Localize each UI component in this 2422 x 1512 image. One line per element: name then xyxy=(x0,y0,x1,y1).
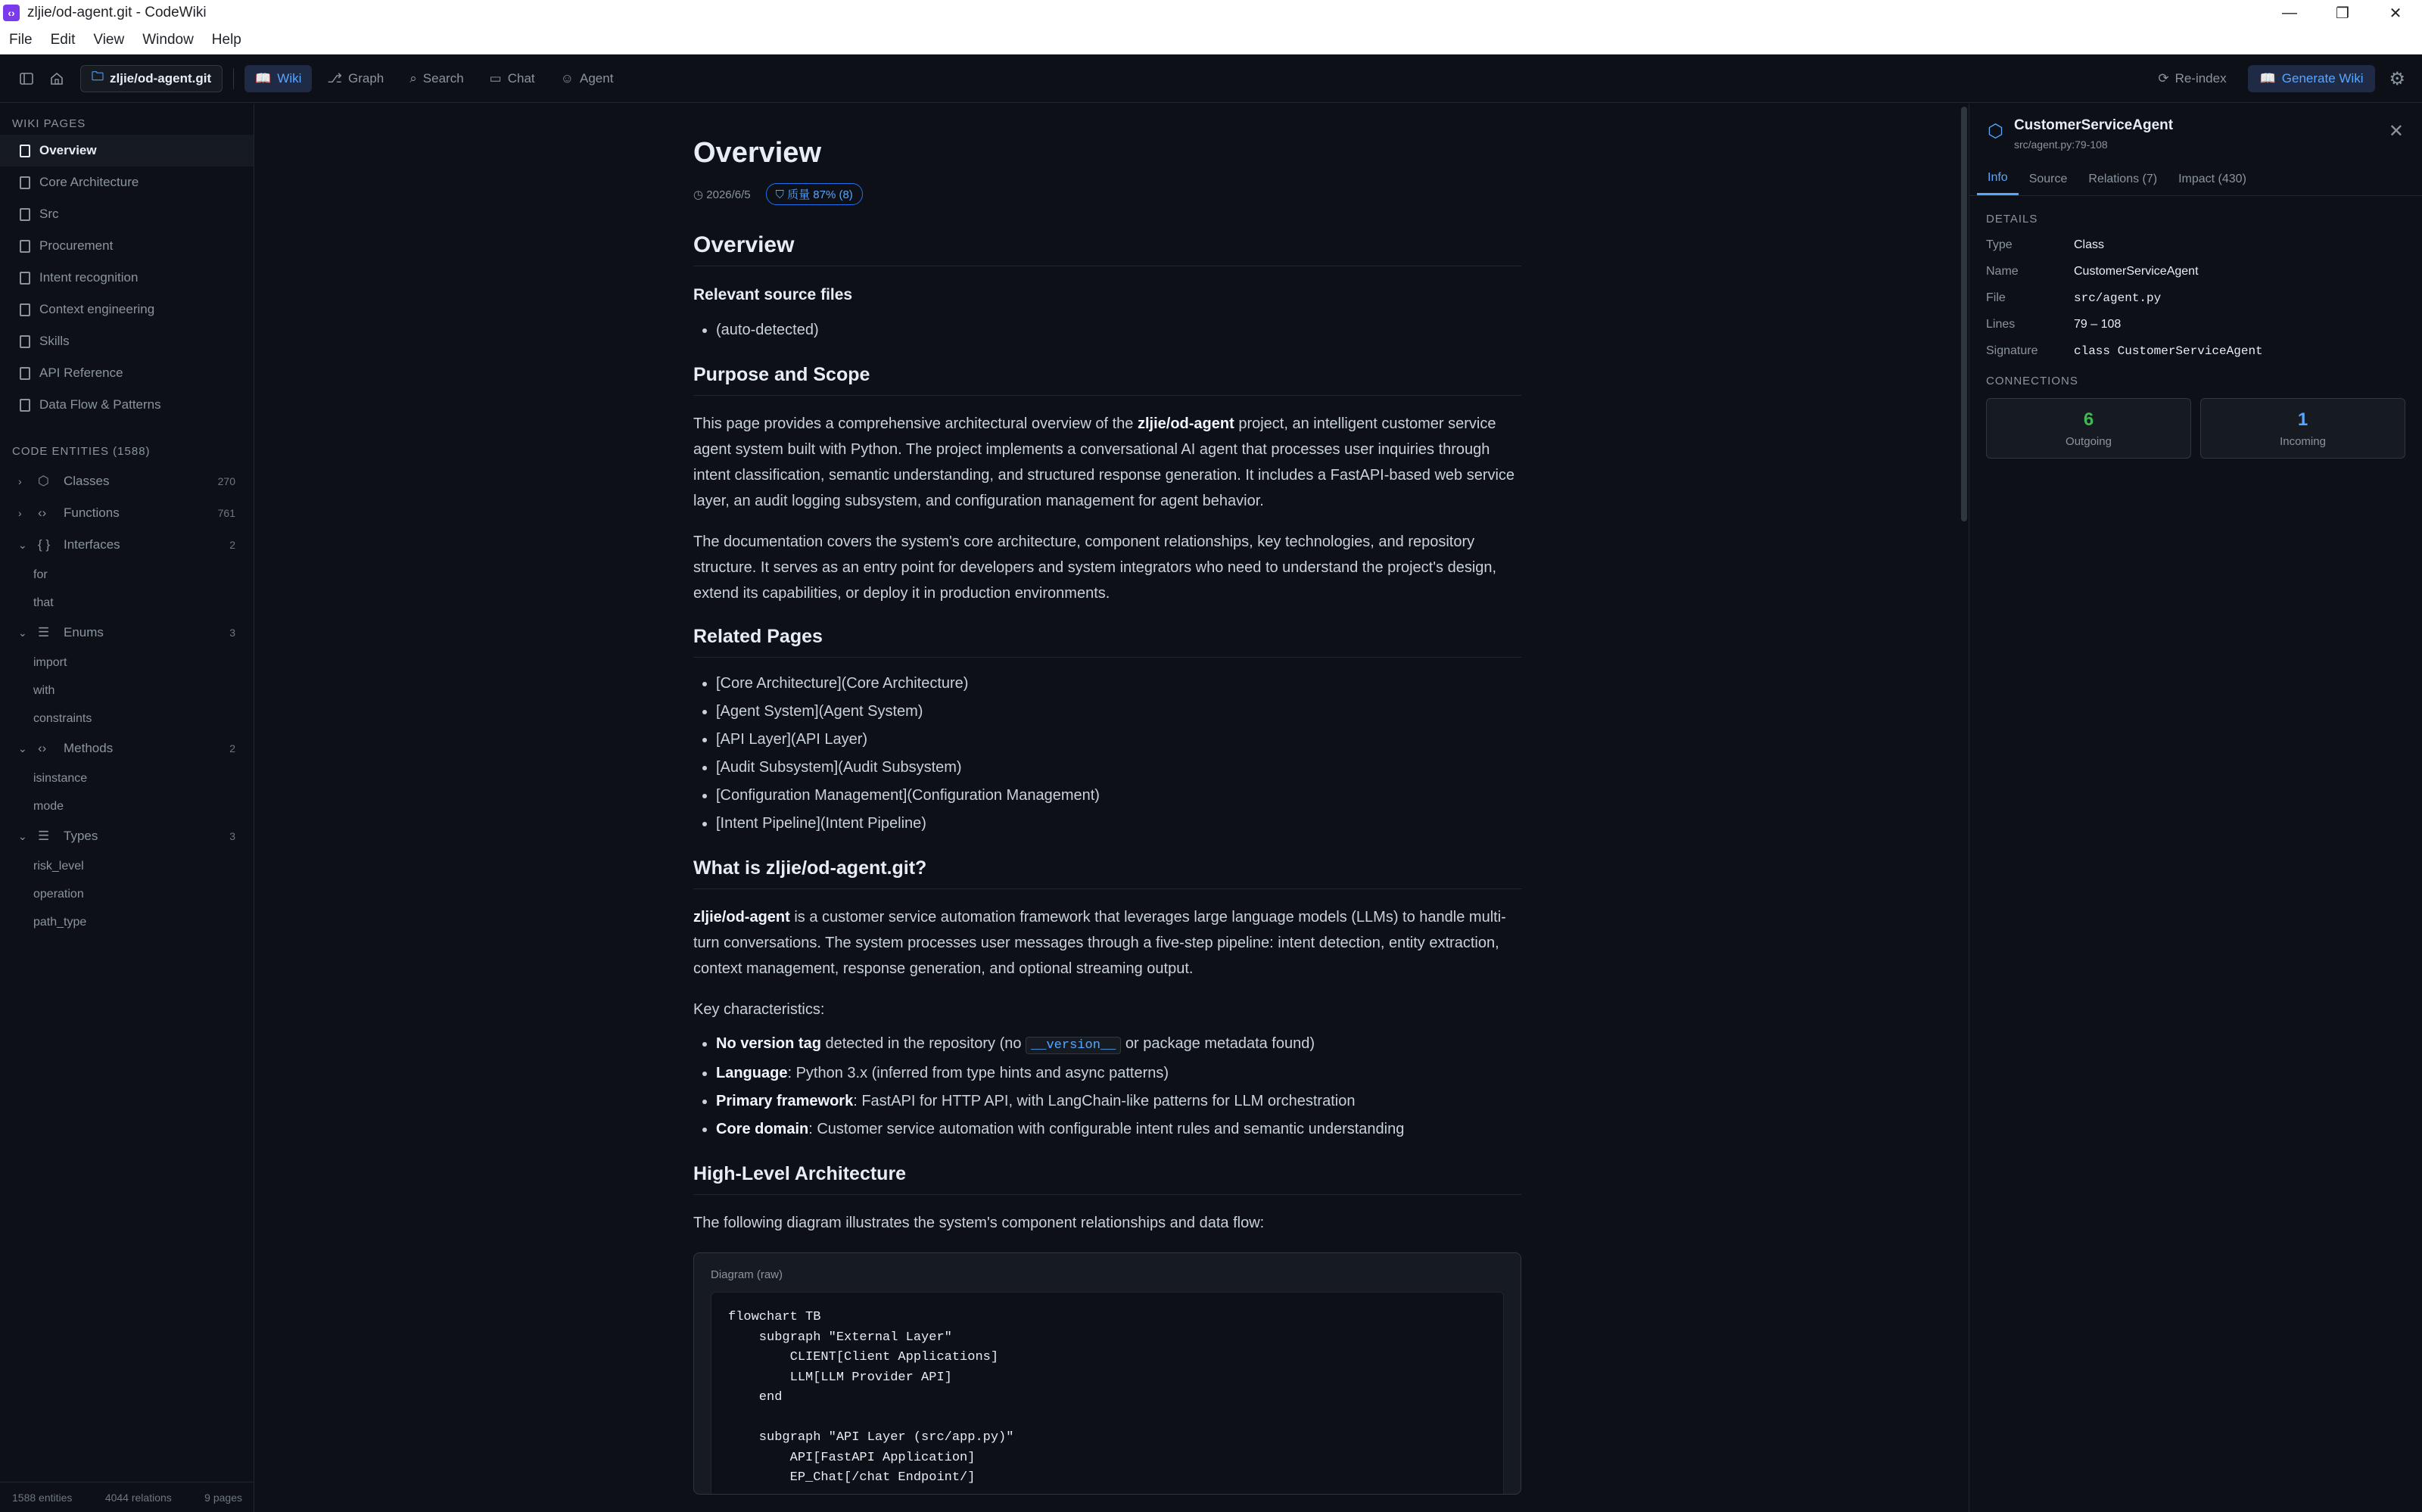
detail-row-type xyxy=(1969,232,2422,258)
quality-label: 质量 87% (8) xyxy=(787,188,853,201)
chat-icon: ▭ xyxy=(489,70,502,86)
tab-graph[interactable] xyxy=(316,65,394,92)
detail-value: 79 – 108 xyxy=(2074,317,2122,331)
window-title: zljie/od-agent.git - CodeWiki xyxy=(27,5,207,20)
chevron-right-icon[interactable]: › xyxy=(18,475,22,487)
characteristics-list xyxy=(693,1030,1521,1143)
database-icon: ☰ xyxy=(38,625,50,639)
detail-key: Name xyxy=(1986,264,2019,278)
sidebar-item-core-architecture[interactable] xyxy=(0,166,254,198)
menu-file[interactable]: File xyxy=(9,31,33,48)
entity-item[interactable]: for xyxy=(33,568,48,581)
entity-group-count: 2 xyxy=(229,742,235,754)
entity-item[interactable]: that xyxy=(33,596,54,609)
entity-count: 1588 entities xyxy=(12,1491,73,1504)
entity-group-methods[interactable] xyxy=(0,733,254,764)
tab-source[interactable]: Source xyxy=(2028,172,2068,185)
architecture-heading: High-Level Architecture xyxy=(693,1163,1521,1195)
outgoing-count: 6 xyxy=(2083,409,2094,430)
home-icon[interactable] xyxy=(44,66,70,92)
tab-search[interactable] xyxy=(399,65,474,92)
document-icon xyxy=(20,240,30,253)
sidebar-item-overview[interactable] xyxy=(0,135,254,166)
cube-icon: ⬡ xyxy=(38,474,49,488)
text-span: or package metadata found) xyxy=(1121,1035,1315,1052)
related-page-link[interactable]: • [Core Architecture](Core Architecture) xyxy=(716,670,1521,698)
sidebar-item-label: Context engineering xyxy=(39,302,155,316)
purpose-paragraph-2: The documentation covers the system's core architecture, component relationships, key technologies, and repository structure. It serves as an entry point for developers and system integrators who need to understand the project's design, extend its capabilities, or deploy it in production environments. xyxy=(693,534,1497,602)
incoming-label: Incoming xyxy=(2280,434,2326,448)
entity-detail-panel xyxy=(1969,104,2422,1512)
detail-row-file xyxy=(1969,285,2422,311)
menu-help[interactable]: Help xyxy=(211,31,241,48)
main-scrollbar[interactable] xyxy=(1958,104,1969,1512)
entity-item[interactable]: with xyxy=(33,683,55,697)
list-item xyxy=(716,1030,1521,1059)
page-meta xyxy=(693,183,1521,205)
tab-relations[interactable]: Relations (7) xyxy=(2088,172,2158,185)
document-icon xyxy=(20,176,30,189)
tab-chat[interactable] xyxy=(479,65,546,92)
reindex-button[interactable] xyxy=(2158,71,2226,86)
list-item: • (auto-detected) xyxy=(716,316,1521,344)
robot-icon: ☺ xyxy=(560,70,574,86)
tab-agent-label: Agent xyxy=(580,70,614,86)
text-span: : Python 3.x (inferred from type hints and async patterns) xyxy=(787,1065,1169,1081)
sidebar-item-label: Src xyxy=(39,207,59,221)
section-overview-heading: Overview xyxy=(693,232,1521,266)
sidebar-item-api-reference[interactable] xyxy=(0,357,254,389)
entity-group-label: Functions xyxy=(64,506,120,520)
sidebar-item-label: Overview xyxy=(39,143,97,157)
relevant-sources-heading: Relevant source files xyxy=(693,286,853,303)
chevron-down-icon[interactable]: ⌄ xyxy=(18,538,27,551)
panel-tabs xyxy=(1969,163,2422,196)
entity-group-count: 761 xyxy=(217,507,235,519)
sidebar-item-src[interactable] xyxy=(0,198,254,230)
entity-group-count: 2 xyxy=(229,539,235,551)
sidebar-item-procurement[interactable] xyxy=(0,230,254,262)
entity-item[interactable]: constraints xyxy=(33,711,92,725)
entity-group-enums[interactable] xyxy=(0,617,254,649)
outgoing-card[interactable] xyxy=(1986,398,2191,459)
list-item xyxy=(716,1087,1521,1115)
list-item xyxy=(716,1115,1521,1143)
entity-group-count: 270 xyxy=(217,475,235,487)
document-icon xyxy=(20,145,30,157)
related-page-link[interactable]: • [API Layer](API Layer) xyxy=(716,726,1521,754)
generate-wiki-label: Generate Wiki xyxy=(2281,71,2364,86)
sidebar-item-label: Data Flow & Patterns xyxy=(39,397,161,412)
wiki-article xyxy=(693,104,1521,1495)
sidebar-footer xyxy=(0,1482,254,1512)
detail-value: src/agent.py xyxy=(2074,291,2162,305)
repo-selector[interactable] xyxy=(80,65,223,92)
entity-group-interfaces[interactable] xyxy=(0,529,254,561)
menu-view[interactable]: View xyxy=(93,31,125,48)
panel-subtitle: src/agent.py:79-108 xyxy=(2013,138,2108,151)
details-list xyxy=(1969,232,2422,364)
entity-group-label: Classes xyxy=(64,474,110,488)
chevron-down-icon[interactable]: ⌄ xyxy=(18,742,27,754)
tab-search-label: Search xyxy=(422,70,464,86)
text-span: : FastAPI for HTTP API, with LangChain-like patterns for LLM orchestration xyxy=(853,1093,1356,1109)
code-entities-heading: CODE ENTITIES (1588) xyxy=(12,445,151,458)
detail-row-lines xyxy=(1969,311,2422,338)
sidebar-item-intent-recognition[interactable] xyxy=(0,262,254,294)
sidebar-item-data-flow-patterns[interactable] xyxy=(0,389,254,421)
document-icon xyxy=(20,303,30,316)
page-title: Overview xyxy=(693,137,821,169)
sidebar-item-label: Core Architecture xyxy=(39,175,139,189)
text-span: is a customer service automation framework that leverages large language models (LLMs) to handle multi-turn conversations. The system processes user messages through a five-step pipeline: intent detection, entity extraction, context management, response generation, and optional streaming output. xyxy=(693,909,1506,977)
entity-item[interactable]: operation xyxy=(33,887,84,901)
menu-bar xyxy=(0,26,2422,54)
window-controls xyxy=(2263,0,2422,26)
code-icon: ‹› xyxy=(38,741,47,755)
panel-title: CustomerServiceAgent xyxy=(2013,117,2174,133)
toolbar-divider xyxy=(233,68,234,89)
refresh-icon: ⟳ xyxy=(2158,71,2169,86)
close-window-icon[interactable]: ✕ xyxy=(2389,5,2402,22)
related-page-link[interactable]: • [Audit Subsystem](Audit Subsystem) xyxy=(716,754,1521,782)
detail-key: Signature xyxy=(1986,344,2038,357)
text-span: : Customer service automation with configurable intent rules and semantic understanding xyxy=(808,1121,1405,1137)
detail-row-name xyxy=(1969,258,2422,285)
book-icon: 📖 xyxy=(2259,71,2276,86)
page-count: 9 pages xyxy=(204,1491,242,1504)
close-icon[interactable]: ✕ xyxy=(2388,121,2404,142)
menu-window[interactable]: Window xyxy=(142,31,194,48)
project-name: zljie/od-agent xyxy=(693,909,790,926)
chevron-right-icon[interactable]: › xyxy=(18,507,22,519)
entity-group-label: Enums xyxy=(64,625,104,639)
braces-icon: { } xyxy=(38,537,51,552)
key-characteristics-label: Key characteristics: xyxy=(693,1001,825,1018)
sidebar-item-label: Procurement xyxy=(39,238,114,253)
entity-group-count: 3 xyxy=(229,830,235,842)
sources-list xyxy=(693,316,1521,344)
main-toolbar xyxy=(0,54,2422,103)
text-span: detected in the repository (no xyxy=(820,1035,1026,1052)
document-icon xyxy=(20,399,30,412)
char-title: Core domain xyxy=(716,1121,809,1137)
main-content xyxy=(255,104,1958,1512)
inline-code: __version__ xyxy=(1026,1037,1121,1054)
outgoing-label: Outgoing xyxy=(2066,434,2112,448)
restore-icon[interactable]: ❐ xyxy=(2336,5,2349,22)
window-titlebar xyxy=(0,0,2422,26)
diagram-code: flowchart TB subgraph "External Layer" CLIENT[Client Applications] LLM[LLM Provider API] end subgraph "API Layer (src/app.py)" API[FastAPI Application] EP_Chat[/chat Endpoint/] xyxy=(711,1292,1504,1495)
repo-name: zljie/od-agent.git xyxy=(110,70,212,86)
entity-item[interactable]: path_type xyxy=(33,915,87,929)
date-info xyxy=(693,188,751,201)
entity-group-functions[interactable] xyxy=(0,497,254,529)
detail-key: Lines xyxy=(1986,317,2016,331)
document-icon xyxy=(20,367,30,380)
codewiki-logo-icon: ‹› xyxy=(3,5,20,21)
minimize-icon[interactable]: — xyxy=(2282,4,2297,21)
sidebar-item-label: Intent recognition xyxy=(39,270,139,285)
entity-group-label: Interfaces xyxy=(64,537,120,552)
detail-key: File xyxy=(1986,291,2006,304)
detail-row-signature xyxy=(1969,338,2422,364)
book-icon: 📖 xyxy=(255,70,272,86)
incoming-card[interactable] xyxy=(2200,398,2405,459)
database-icon: ☰ xyxy=(38,829,50,843)
entity-item[interactable]: mode xyxy=(33,799,64,813)
entity-group-count: 3 xyxy=(229,627,235,639)
purpose-paragraph-1 xyxy=(693,411,1521,514)
wiki-page-list xyxy=(0,135,254,421)
detail-key: Type xyxy=(1986,238,2013,251)
related-page-link[interactable]: • [Intent Pipeline](Intent Pipeline) xyxy=(716,810,1521,838)
related-pages-list xyxy=(693,670,1521,838)
graph-icon: ⎇ xyxy=(327,70,342,86)
toggle-sidebar-icon[interactable] xyxy=(14,66,39,92)
details-heading: DETAILS xyxy=(1986,213,2038,226)
toolbar-actions xyxy=(2158,54,2422,103)
search-icon: ⌕ xyxy=(409,70,417,86)
what-is-heading: What is zljie/od-agent.git? xyxy=(693,857,1521,889)
detail-value: CustomerServiceAgent xyxy=(2074,264,2199,278)
char-title: No version tag xyxy=(716,1035,821,1052)
panel-header xyxy=(1969,104,2422,163)
menu-edit[interactable]: Edit xyxy=(50,31,76,48)
quality-badge[interactable] xyxy=(766,183,863,205)
chevron-down-icon[interactable]: ⌄ xyxy=(18,626,27,639)
text-span: project, an intelligent customer service agent system built with Python. The project implements a conversational AI agent that processes user inquiries through intent classification, semantic understanding, and structured response generation. It includes a FastAPI-based web service layer, an audit logging subsystem, and configuration management for agent behavior. xyxy=(693,415,1515,509)
incoming-count: 1 xyxy=(2297,409,2308,430)
reindex-label: Re-index xyxy=(2175,71,2227,86)
detail-value: Class xyxy=(2074,238,2105,251)
sidebar-item-skills[interactable] xyxy=(0,325,254,357)
related-page-link[interactable]: • [Configuration Management](Configuration Management) xyxy=(716,782,1521,810)
folder-icon: 🗀 xyxy=(92,70,104,83)
diagram-label: Diagram (raw) xyxy=(711,1268,783,1281)
wiki-pages-heading: WIKI PAGES xyxy=(12,117,86,130)
entity-item[interactable]: risk_level xyxy=(33,859,84,873)
related-pages-heading: Related Pages xyxy=(693,626,1521,658)
tab-chat-label: Chat xyxy=(507,70,535,86)
document-icon xyxy=(20,208,30,221)
char-title: Primary framework xyxy=(716,1093,854,1109)
entity-item[interactable]: isinstance xyxy=(33,771,88,785)
chevron-down-icon[interactable]: ⌄ xyxy=(18,829,27,842)
document-icon xyxy=(20,335,30,348)
list-item xyxy=(716,1059,1521,1087)
entity-tree xyxy=(0,465,254,936)
tab-graph-label: Graph xyxy=(348,70,384,86)
sidebar-item-label: Skills xyxy=(39,334,70,348)
clock-icon: ◷ xyxy=(693,188,704,201)
generate-wiki-button[interactable] xyxy=(2248,65,2376,92)
gear-icon[interactable]: ⚙ xyxy=(2389,68,2405,89)
scrollbar-thumb[interactable] xyxy=(1961,107,1967,521)
tab-agent[interactable] xyxy=(550,65,624,92)
related-page-link[interactable]: • [Agent System](Agent System) xyxy=(716,698,1521,726)
entity-group-label: Methods xyxy=(64,741,114,755)
char-title: Language xyxy=(716,1065,788,1081)
what-is-paragraph xyxy=(693,904,1521,982)
tab-wiki-label: Wiki xyxy=(277,70,302,86)
page-date: 2026/6/5 xyxy=(706,188,751,201)
shield-icon: ⛉ xyxy=(775,188,784,201)
architecture-paragraph: The following diagram illustrates the system's component relationships and data flow: xyxy=(693,1215,1265,1231)
tab-wiki[interactable] xyxy=(244,65,312,92)
code-icon: ‹› xyxy=(38,506,47,520)
cube-icon: ⬡ xyxy=(1988,121,2003,142)
project-name: zljie/od-agent xyxy=(1137,415,1234,432)
entity-group-classes[interactable] xyxy=(0,465,254,497)
tab-impact[interactable]: Impact (430) xyxy=(2178,172,2246,185)
entity-group-label: Types xyxy=(64,829,98,843)
purpose-heading: Purpose and Scope xyxy=(693,364,1521,396)
sidebar-item-label: API Reference xyxy=(39,366,123,380)
tab-info[interactable]: Info xyxy=(1977,163,2019,195)
sidebar xyxy=(0,104,254,1512)
entity-item[interactable]: import xyxy=(33,655,67,669)
sidebar-item-context-engineering[interactable] xyxy=(0,294,254,325)
text-span: This page provides a comprehensive architectural overview of the xyxy=(693,415,1138,432)
connections-heading: CONNECTIONS xyxy=(1986,375,2078,387)
entity-group-types[interactable] xyxy=(0,820,254,852)
detail-value: class CustomerServiceAgent xyxy=(2074,344,2263,358)
connections-row xyxy=(1969,398,2422,459)
relation-count: 4044 relations xyxy=(104,1491,172,1504)
document-icon xyxy=(20,272,30,285)
diagram-block xyxy=(693,1252,1521,1495)
